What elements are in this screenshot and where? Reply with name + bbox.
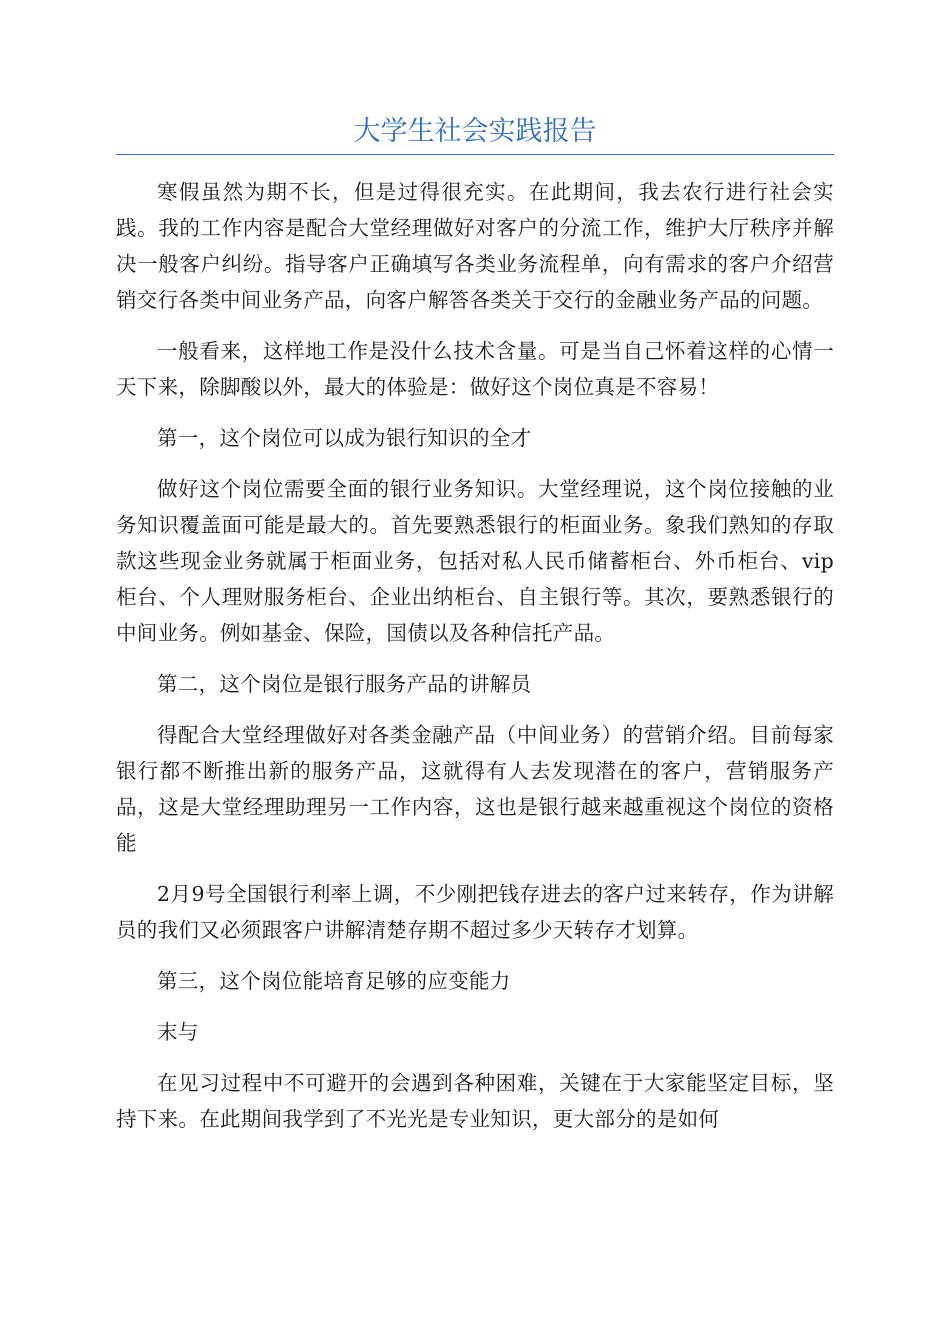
paragraph-rate-change: 2月9号全国银行利率上调，不少刚把钱存进去的客户过来转存，作为讲解员的我们又必须跟客户讲解清楚存期不超过多少天转存才划算。 <box>116 882 834 942</box>
paragraph-intro: 寒假虽然为期不长，但是过得很充实。在此期间，我去农行进行社会实践。我的工作内容是配合大堂经理做好对客户的分流工作，维护大厅秩序并解决一般客户纠纷。指导客户正确填写各类业务流程单，向有需求的客户介绍营销交行各类中间业务产品，向客户解答各类关于交行的金融业务产品的问题。 <box>116 180 834 312</box>
paragraph-fragment: 末与 <box>157 1020 199 1044</box>
heading-point-one: 第一，这个岗位可以成为银行知识的全才 <box>157 426 532 450</box>
paragraph-impression: 一般看来，这样地工作是没什么技术含量。可是当自己怀着这样的心情一天下来，除脚酸以外，最大的体验是：做好这个岗位真是不容易！ <box>116 339 834 399</box>
paragraph-conclusion: 在见习过程中不可避开的会遇到各种困难，关键在于大家能坚定目标，坚持下来。在此期间我学到了不光光是专业知识，更大部分的是如何 <box>116 1071 834 1131</box>
document-body <box>116 174 834 1152</box>
paragraph-point-two: 得配合大堂经理做好对各类金融产品（中间业务）的营销介绍。目前每家银行都不断推出新的服务产品，这就得有人去发现潜在的客户，营销服务产品，这是大堂经理助理另一工作内容，这也是银行越来越重视这个岗位的资格能 <box>116 723 834 855</box>
paragraph-point-one: 做好这个岗位需要全面的银行业务知识。大堂经理说，这个岗位接触的业务知识覆盖面可能是最大的。首先要熟悉银行的柜面业务。象我们熟知的存取款这些现金业务就属于柜面业务，包括对私人民币储蓄柜台、外币柜台、vip柜台、个人理财服务柜台、企业出纳柜台、自主银行等。其次，要熟悉银行的中间业务。例如基金、保险，国债以及各种信托产品。 <box>116 477 834 645</box>
heading-point-three: 第三，这个岗位能培育足够的应变能力 <box>157 969 511 993</box>
page-title: 大学生社会实践报告 <box>353 116 597 147</box>
heading-point-two: 第二，这个岗位是银行服务产品的讲解员 <box>157 672 532 696</box>
title-underline <box>116 154 834 155</box>
